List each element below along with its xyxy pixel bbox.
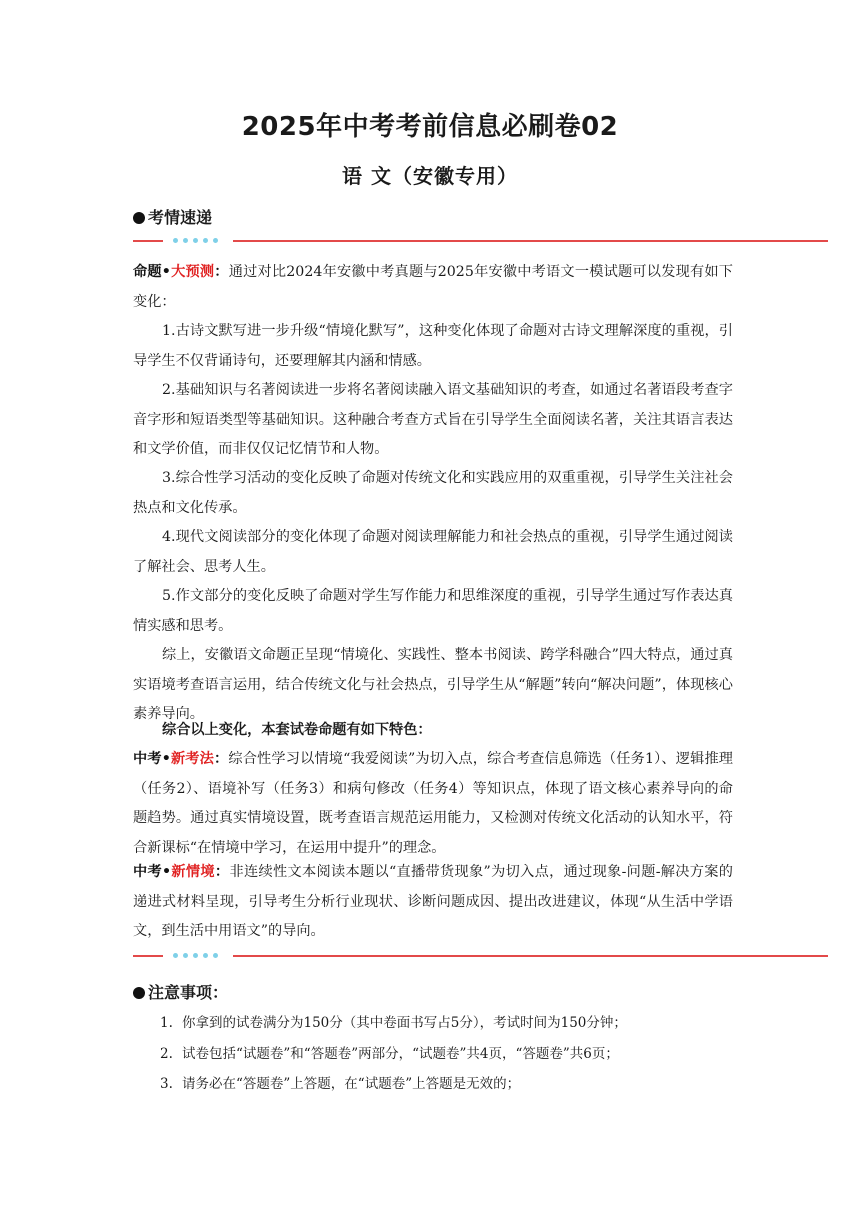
note-item [160,1008,740,1039]
intro-colon: ： [214,264,229,280]
notes-list [160,1008,740,1100]
feature1-label: 中考 [133,751,162,767]
section-divider-top [133,235,828,247]
feature-new-method [133,745,733,863]
list-item-5: 5.作文部分的变化反映了命题对学生写作能力和思维深度的重视，引导学生通过写作表达真情实感和思考。 [133,588,733,634]
note-text: 你拿到的试卷满分为150分（其中卷面书写占5分），考试时间为150分钟； [182,1015,627,1031]
note-text: 试卷包括“试题卷”和“答题卷”两部分，“试题卷”共4页，“答题卷”共6页； [182,1045,619,1062]
section-heading-notes [133,980,228,1003]
list-item-4: 4.现代文阅读部分的变化体现了命题对阅读理解能力和社会热点的重视，引导学生通过阅读了解社会、思考人生。 [133,529,733,575]
summary-paragraph: 综上，安徽语文命题正呈现“情境化、实践性、整本书阅读、跨学科融合”四大特点，通过真实语境考查语言运用，结合传统文化与社会热点，引导学生从“解题”转向“解决问题”，体现核心素养导向。 [133,647,733,722]
page-title: 2025年中考考前信息必刷卷02 [241,112,619,142]
list-item-1: 1.古诗文默写进一步升级“情境化默写”，这种变化体现了命题对古诗文理解深度的重视，引导学生不仅背诵诗句，还要理解其内涵和情感。 [133,323,733,369]
note-number: 3. [160,1076,173,1092]
note-number: 2. [160,1045,173,1062]
note-item [160,1039,740,1070]
feature1-text: 综合性学习以情境“我爱阅读”为切入点，综合考查信息筛选（任务1）、逻辑推理（任务2）、语境补写（任务3）和病句修改（任务4）等知识点，体现了语文核心素养导向的命题趋势。通过真实情境设置，既考查语言规范运用能力，又检测对传统文化活动的认知水平，符合新课标“在情境中学习，在运用中提升”的理念。 [133,751,733,856]
note-item [160,1069,740,1100]
bullet-icon [133,212,145,224]
feature2-label: 中考 [133,864,163,880]
list-item-2: 2.基础知识与名著阅读进一步将名著阅读融入语文基础知识的考查，如通过名著语段考查字音字形和短语类型等基础知识。这种融合考查方式旨在引导学生全面阅读名著，关注其语言表达和文学价值，而非仅仅记忆情节和人物。 [133,382,733,457]
feature1-colon: ： [214,751,229,767]
section-heading-text: 考情速递 [148,208,213,227]
section-heading-text: 注意事项： [148,983,229,1002]
list-item-3: 3.综合性学习活动的变化反映了命题对传统文化和实践应用的双重重视，引导学生关注社会热点和文化传承。 [133,470,733,516]
feature2-label-highlight: 新情境 [171,864,215,880]
feature1-label-highlight: 新考法 [170,751,214,767]
feature-new-context [133,858,733,947]
note-text: 请务必在“答题卷”上答题，在“试题卷”上答题是无效的； [182,1076,521,1092]
feature2-sep: • [162,864,172,880]
section-divider-bottom [133,950,828,962]
note-number: 1. [160,1015,173,1031]
intro-sep: • [161,264,171,280]
bullet-icon [133,987,145,999]
page-subtitle: 语 文（安徽专用） [342,164,518,188]
intro-paragraph [133,258,733,317]
feature2-colon: ： [214,864,230,880]
intro-text: 通过对比2024年安徽中考真题与2025年安徽中考语文一模试题可以发现有如下变化： [133,264,733,310]
intro-label-highlight: 大预测 [170,264,215,280]
intro-label: 命题 [133,264,162,280]
feature-lead: 综合以上变化，本套试卷命题有如下特色： [162,722,432,738]
section-heading-exam-info [133,205,212,228]
feature2-text: 非连续性文本阅读本题以“直播带货现象”为切入点，通过现象-问题-解决方案的递进式材料呈现，引导考生分析行业现状、诊断问题成因、提出改进建议，体现“从生活中学语文，到生活中用语文”的导向。 [133,864,733,939]
feature1-sep: • [161,751,171,767]
